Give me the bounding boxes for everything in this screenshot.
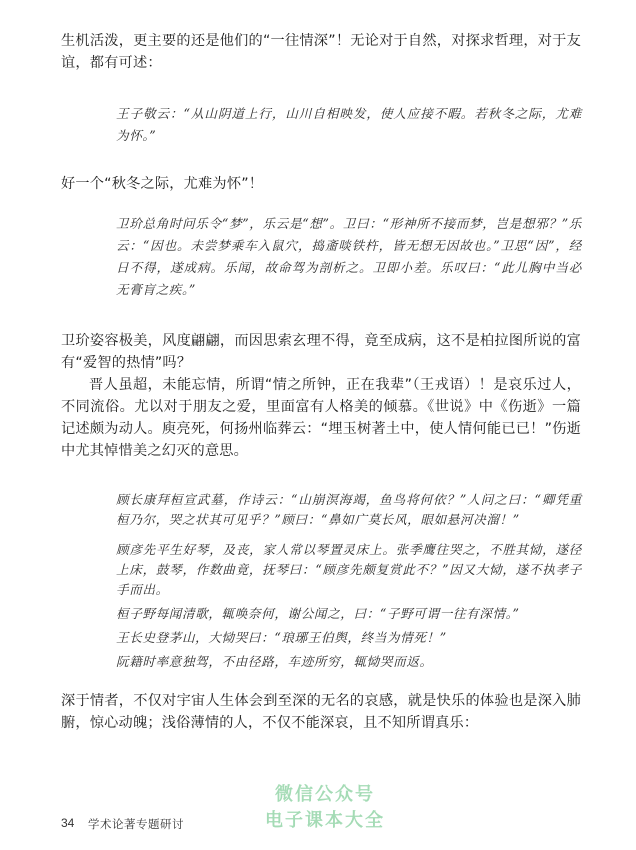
paragraph-wei-jie-comment: 卫玠姿容极美，风度翩翩，而因思索玄理不得，竟至成病，这不是柏拉图所说的富有“爱智的热情”吗？ [61,333,581,371]
quote-wang-zijing: 王子敬云：“从山阴道上行，山川自相映发，使人应接不暇。若秋冬之际，尤难为怀。” [116,106,582,143]
paragraph-jin-people: 晋人虽超，未能忘情，所谓“情之所钟，正在我辈”（王戎语）！是哀乐过人，不同流俗。尤以对于朋友之爱，里面富有人格美的倾慕。《世说》中《伤逝》一篇记述颇为动人。庾亮死，何扬州临葬云：“埋玉树著土中，使人情何能已已！”伤逝中尤其悼惜美之幻灭的意思。 [61,377,581,459]
quote-gu-changkang: 顾长康拜桓宣武墓，作诗云：“山崩溟海竭，鱼鸟将何依？”人问之曰：“卿凭重桓乃尔，哭之状其可见乎？”顾曰：“鼻如广莫长风，眼如悬河决溜！” [116,492,582,527]
paragraph-intro: 生机活泼，更主要的还是他们的“一往情深”！无论对于自然，对探求哲理，对于友谊，都有可述： [61,33,581,71]
paragraph-deep-feeling: 深于情者，不仅对宇宙人生体会到至深的无名的哀感，就是快乐的体验也是深入肺腑，惊心动魄；浅俗薄情的人，不仅不能深哀，且不知所谓真乐： [61,693,581,731]
page-number: 34 [61,816,75,830]
watermark-line-2: 电子课本大全 [265,810,385,831]
quote-gu-yanxian: 顾彦先平生好琴，及丧，家人常以琴置灵床上。张季鹰往哭之，不胜其恸，遂径上床，鼓琴，作数曲竟，抚琴曰：“顾彦先颇复赏此不？”因又大恸，遂不执孝子手而出。 [116,542,582,597]
watermark [260,782,390,834]
running-footer-title: 学术论著专题研讨 [88,817,184,831]
paragraph-exclaim: 好一个“秋冬之际，尤难为怀”！ [61,176,264,192]
quote-wang-zhangshi: 王长史登茅山，大恸哭曰：“琅琊王伯舆，终当为情死！” [116,630,447,645]
quote-huan-ziye: 桓子野每闻清歌，辄唤奈何，谢公闻之，曰：“子野可谓一往有深情。” [116,606,520,621]
quote-wei-jie: 卫玠总角时问乐令“梦”，乐云是“想”。卫曰：“形神所不接而梦，岂是想邪？”乐云：“因也。未尝梦乘车入鼠穴，捣齑啖铁杵，皆无想无因故也。”卫思“因”，经日不得，遂成病。乐闻，故命驾为剖析之。卫即小差。乐叹曰：“此儿胸中当必无膏肓之疾。” [116,216,582,297]
quote-ruan-ji: 阮籍时率意独驾，不由径路，车迹所穷，辄恸哭而返。 [116,654,433,669]
watermark-line-1: 微信公众号 [275,784,375,805]
